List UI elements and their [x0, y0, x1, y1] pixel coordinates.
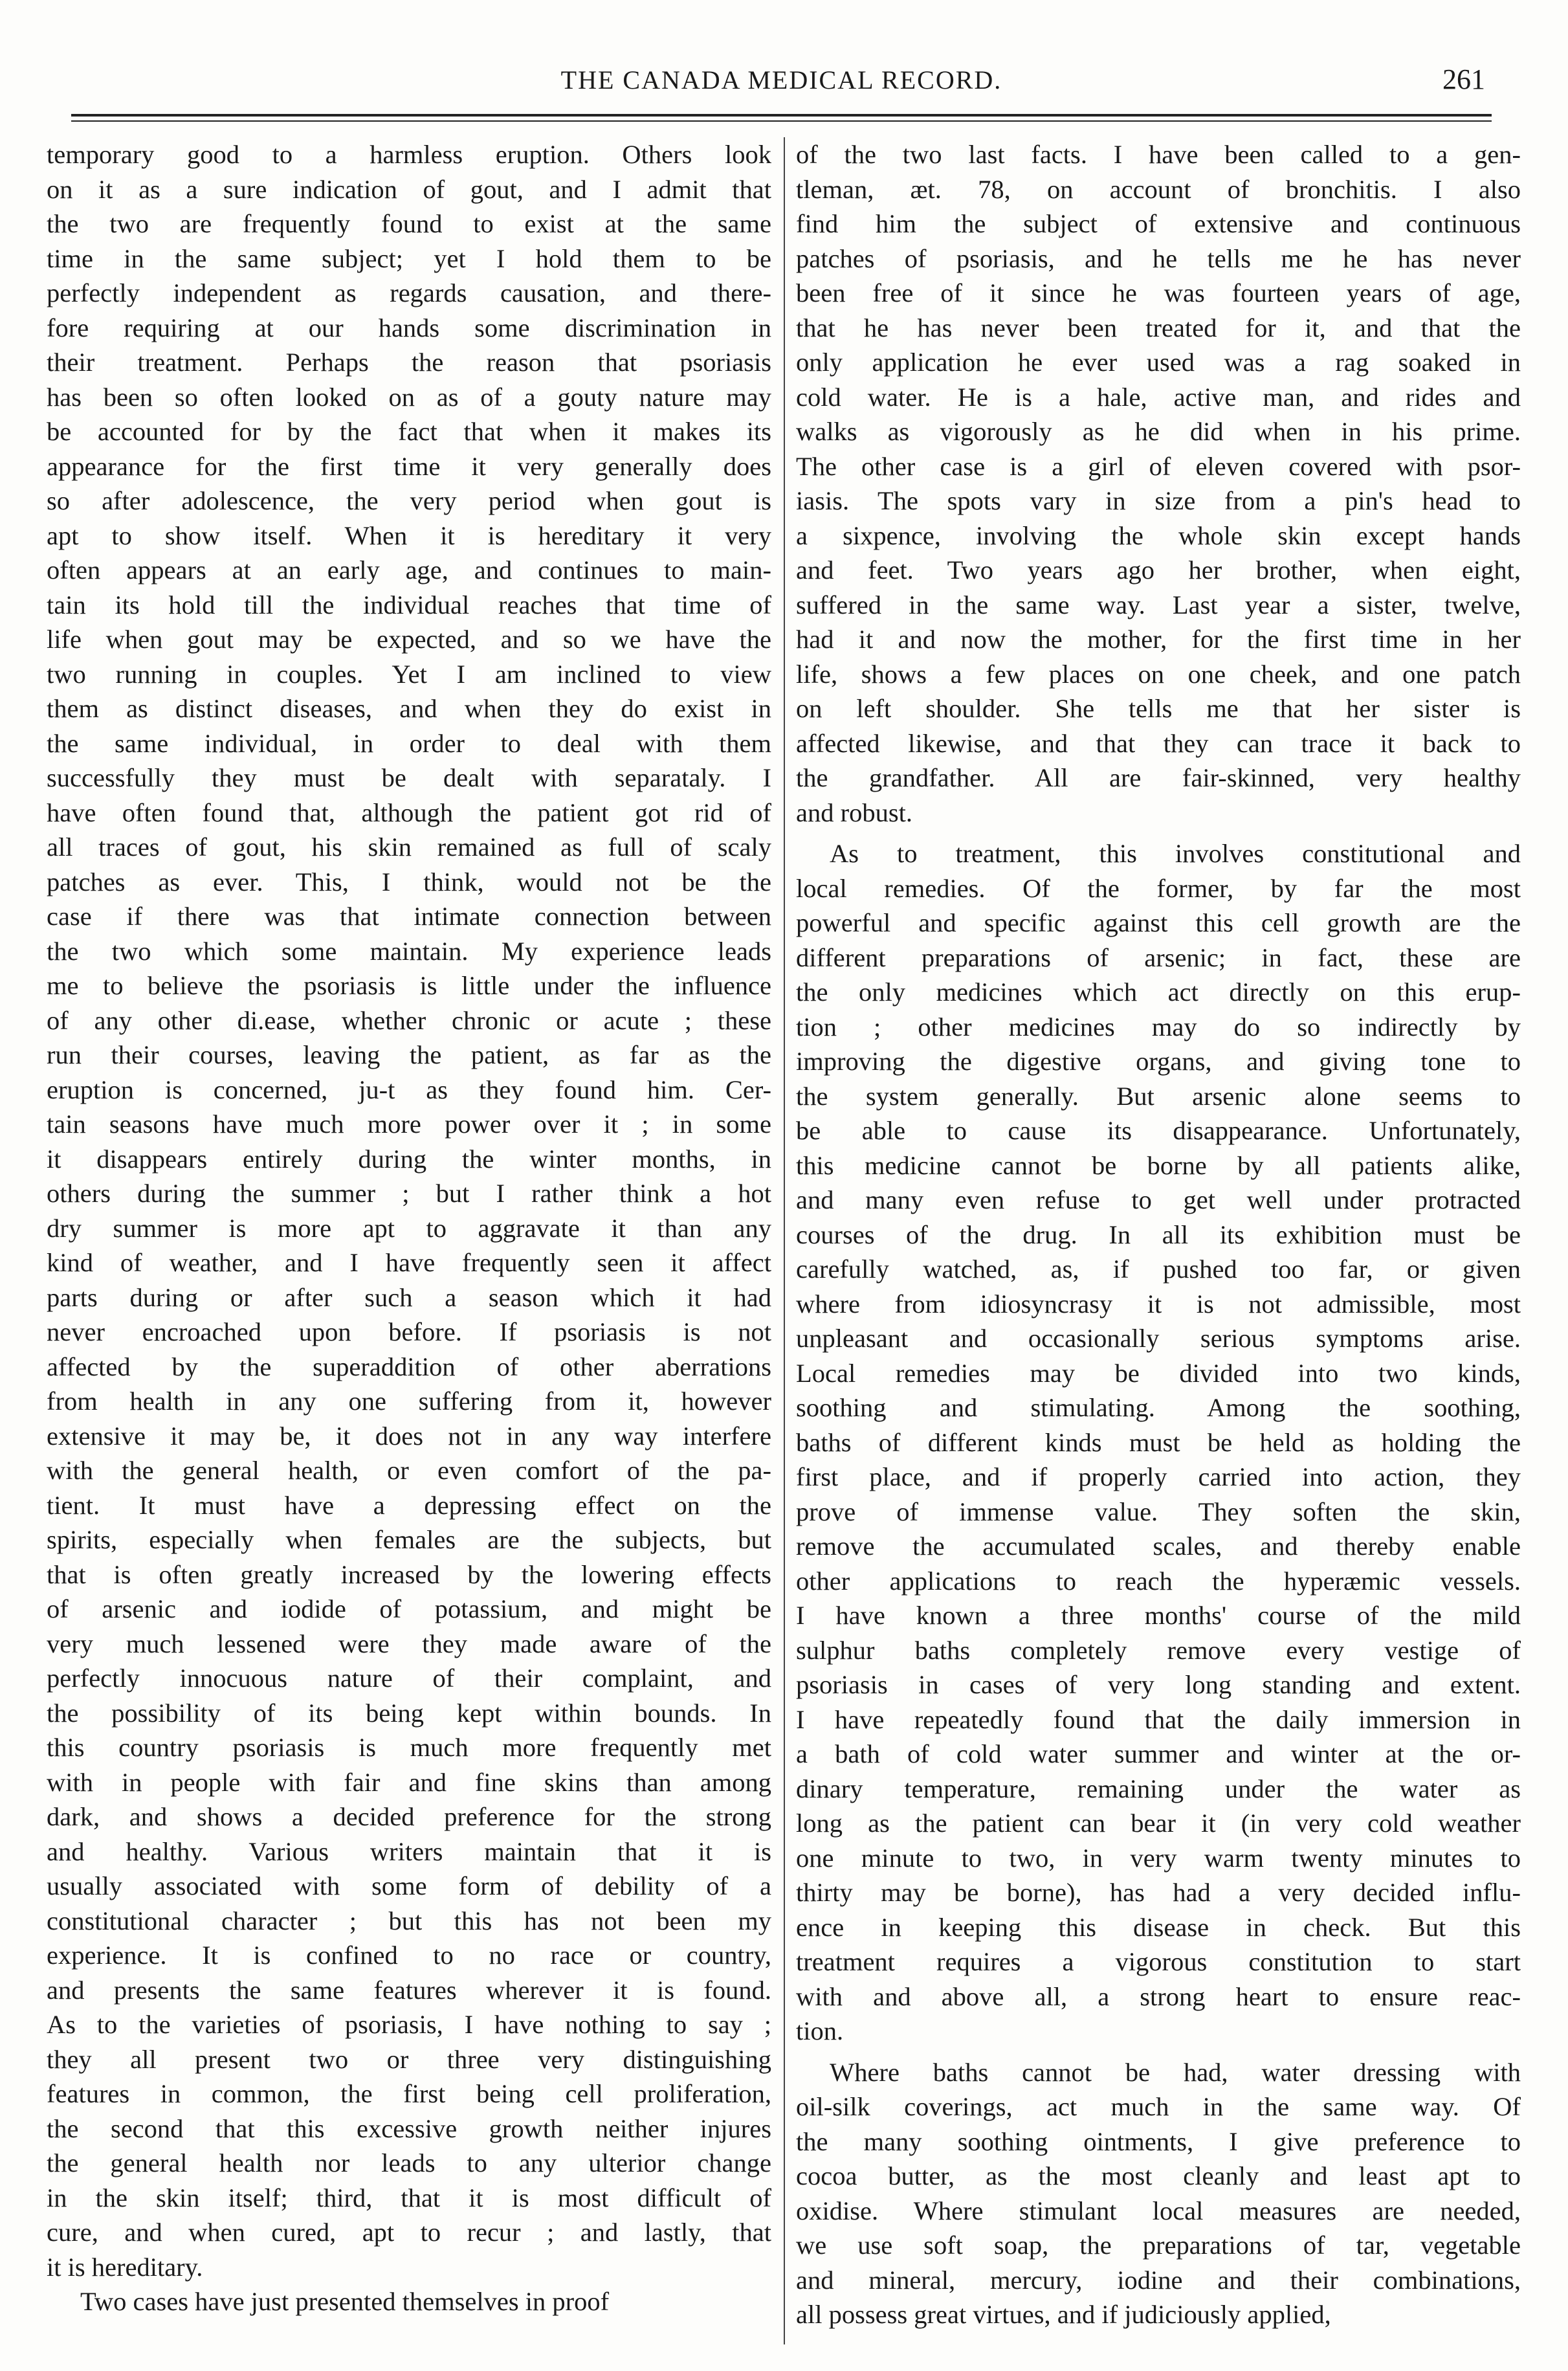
text-line: suffered in the same way. Last year a sister, twelve,	[796, 590, 1521, 619]
text-line: be able to cause its disappearance. Unfortunately,	[796, 1116, 1521, 1145]
text-line: treatment requires a vigorous constitution to start	[796, 1947, 1521, 1976]
text-line: all possess great virtues, and if judiciously applied,	[796, 2300, 1331, 2329]
text-line: spirits, especially when females are the subjects, but	[47, 1525, 771, 1554]
text-line: different preparations of arsenic; in fact, these are	[796, 942, 1521, 972]
text-line: Where baths cannot be had, water dressing with	[830, 2057, 1521, 2087]
running-header	[71, 60, 1492, 105]
text-line: constitutional character ; but this has not been my	[47, 1906, 771, 1935]
text-line: very much lessened were they made aware of the	[47, 1629, 771, 1658]
text-line: the second that this excessive growth neither injures	[47, 2113, 771, 2143]
text-line: tain its hold till the individual reaches that time of	[47, 590, 771, 619]
text-line: soothing and stimulating. Among the soothing,	[796, 1393, 1521, 1422]
text-line: Two cases have just presented themselves in proof	[80, 2287, 610, 2316]
text-line: walks as vigorously as he did when in his prime.	[796, 417, 1521, 446]
text-line: tient. It must have a depressing effect on the	[47, 1490, 771, 1520]
text-line: patches of psoriasis, and he tells me he has never	[796, 243, 1521, 273]
text-line: a sixpence, involving the whole skin except hands	[796, 520, 1521, 550]
text-line: of the two last facts. I have been called to a gen-	[796, 140, 1521, 169]
text-line: a bath of cold water summer and winter at the or-	[796, 1739, 1521, 1768]
text-line: had it and now the mother, for the first time in her	[796, 625, 1521, 654]
text-line: usually associated with some form of debility of a	[47, 1871, 771, 1900]
text-line: the only medicines which act directly on this erup-	[796, 977, 1521, 1007]
text-line: with and above all, a strong heart to ensure reac-	[796, 1981, 1521, 2011]
text-line: and presents the same features wherever it is found.	[47, 1975, 771, 2005]
text-line: fore requiring at our hands some discrimination in	[47, 313, 771, 342]
text-line: me to believe the psoriasis is little under the influence	[47, 971, 771, 1000]
text-line: temporary good to a harmless eruption. Others look	[47, 140, 771, 169]
text-line: the general health nor leads to any ulterior change	[47, 2148, 771, 2177]
text-line: tain seasons have much more power over it ; in some	[47, 1109, 771, 1139]
text-line: psoriasis in cases of very long standing and extent.	[796, 1670, 1521, 1699]
text-line: baths of different kinds must be held as holding the	[796, 1427, 1521, 1457]
text-line: and feet. Two years ago her brother, when eight,	[796, 555, 1521, 584]
column-divider	[784, 137, 785, 2344]
text-line: life, shows a few places on one cheek, and one patch	[796, 659, 1521, 689]
text-line: so after adolescence, the very period when gout is	[47, 486, 771, 515]
text-line: two running in couples. Yet I am inclined to view	[47, 659, 771, 689]
text-line: never encroached upon before. If psoriasis is not	[47, 1317, 771, 1346]
text-line: be accounted for by the fact that when it makes its	[47, 417, 771, 446]
text-line: As to treatment, this involves constitutional and	[830, 839, 1521, 868]
text-line: and many even refuse to get well under protracted	[796, 1185, 1521, 1214]
text-line: carefully watched, as, if pushed too far, or given	[796, 1254, 1521, 1284]
text-line: iasis. The spots vary in size from a pin's head to	[796, 486, 1521, 515]
journal-title: THE CANADA MEDICAL RECORD.	[560, 65, 1002, 95]
text-line: cold water. He is a hale, active man, and rides and	[796, 382, 1521, 412]
text-line: thirty may be borne), has had a very decided influ-	[796, 1878, 1521, 1907]
text-line: prove of immense value. They soften the skin,	[796, 1497, 1521, 1526]
text-line: find him the subject of extensive and continuous	[796, 209, 1521, 238]
text-line: oxidise. Where stimulant local measures are needed,	[796, 2196, 1521, 2225]
text-line: parts during or after such a season which it had	[47, 1282, 771, 1312]
text-line: the possibility of its being kept within bounds. In	[47, 1698, 771, 1728]
text-line: the same individual, in order to deal with them	[47, 728, 771, 758]
text-line: tion ; other medicines may do so indirectly by	[796, 1012, 1521, 1041]
text-line: improving the digestive organs, and giving tone to	[796, 1047, 1521, 1076]
text-line: I have known a three months' course of the mild	[796, 1601, 1521, 1630]
text-line: of any other di.ease, whether chronic or acute ; these	[47, 1005, 771, 1035]
text-line: appearance for the first time it very generally does	[47, 451, 771, 481]
text-line: we use soft soap, the preparations of tar, vegetable	[796, 2231, 1521, 2260]
text-line: eruption is concerned, ju-t as they found him. Cer-	[47, 1074, 771, 1104]
text-line: with the general health, or even comfort of the pa-	[47, 1456, 771, 1485]
text-line: them as distinct diseases, and when they do exist in	[47, 694, 771, 723]
text-line: often appears at an early age, and continues to main-	[47, 555, 771, 584]
paragraph-gap	[796, 830, 1521, 836]
text-line: with in people with fair and fine skins than among	[47, 1767, 771, 1797]
text-line: successfully they must be dealt with separataly. I	[47, 763, 771, 792]
paragraph-gap	[796, 2049, 1521, 2055]
text-line: and robust.	[796, 797, 912, 827]
text-line: the system generally. But arsenic alone seems to	[796, 1081, 1521, 1111]
text-line: experience. It is confined to no race or country,	[47, 1941, 771, 1970]
text-line: tleman, æt. 78, on account of bronchitis. I also	[796, 174, 1521, 204]
text-line: Local remedies may be divided into two kinds,	[796, 1358, 1521, 1388]
text-line: the grandfather. All are fair-skinned, very healthy	[796, 763, 1521, 792]
text-line: their treatment. Perhaps the reason that psoriasis	[47, 348, 771, 377]
text-line: that he has never been treated for it, and that the	[796, 313, 1521, 342]
text-line: been free of it since he was fourteen years of age,	[796, 278, 1521, 307]
text-line: remove the accumulated scales, and thereby enable	[796, 1531, 1521, 1561]
text-line: all traces of gout, his skin remained as full of scaly	[47, 832, 771, 862]
text-line: affected likewise, and that they can trace it back to	[796, 728, 1521, 758]
text-line: it disappears entirely during the winter months, in	[47, 1144, 771, 1174]
text-line: powerful and specific against this cell growth are the	[796, 908, 1521, 937]
text-line: the two are frequently found to exist at the same	[47, 209, 771, 238]
text-line: first place, and if properly carried into action, they	[796, 1462, 1521, 1491]
header-rule-thin	[71, 120, 1492, 122]
text-line: dark, and shows a decided preference for the strong	[47, 1802, 771, 1831]
page-number: 261	[1442, 63, 1485, 95]
text-line: oil-silk coverings, act much in the same way. Of	[796, 2092, 1521, 2121]
text-line: I have repeatedly found that the daily immersion in	[796, 1704, 1521, 1734]
text-line: extensive it may be, it does not in any way interfere	[47, 1421, 771, 1451]
text-line: life when gout may be expected, and so we have the	[47, 625, 771, 654]
text-line: others during the summer ; but I rather think a hot	[47, 1179, 771, 1208]
text-line: this country psoriasis is much more frequently met	[47, 1733, 771, 1762]
right-column	[796, 137, 1521, 2351]
text-line: this medicine cannot be borne by all patients alike,	[796, 1150, 1521, 1180]
text-line: on it as a sure indication of gout, and I admit that	[47, 174, 771, 204]
text-line: in the skin itself; third, that it is most difficult of	[47, 2183, 771, 2212]
text-line: local remedies. Of the former, by far the most	[796, 873, 1521, 903]
text-line: perfectly independent as regards causation, and there-	[47, 278, 771, 307]
text-line: tion.	[796, 2016, 844, 2045]
text-line: case if there was that intimate connection between	[47, 902, 771, 931]
text-line: perfectly innocuous nature of their complaint, and	[47, 1664, 771, 1693]
text-line: The other case is a girl of eleven covered with psor-	[796, 451, 1521, 481]
header-rule	[71, 114, 1492, 117]
text-line: apt to show itself. When it is hereditary it very	[47, 520, 771, 550]
text-line: where from idiosyncrasy it is not admissible, most	[796, 1289, 1521, 1319]
text-line: ence in keeping this disease in check. But this	[796, 1912, 1521, 1942]
text-line: features in common, the first being cell proliferation,	[47, 2079, 771, 2108]
text-line: it is hereditary.	[47, 2252, 203, 2282]
text-line: other applications to reach the hyperæmic vessels.	[796, 1566, 1521, 1596]
text-line: that is often greatly increased by the lowering effects	[47, 1559, 771, 1589]
text-line: one minute to two, in very warm twenty minutes to	[796, 1843, 1521, 1873]
text-line: run their courses, leaving the patient, as far as the	[47, 1040, 771, 1069]
text-line: As to the varieties of psoriasis, I have nothing to say ;	[47, 2010, 771, 2039]
text-line: the two which some maintain. My experience leads	[47, 936, 771, 966]
text-line: cure, and when cured, apt to recur ; and lastly, that	[47, 2218, 771, 2247]
text-line: unpleasant and occasionally serious symptoms arise.	[796, 1324, 1521, 1353]
left-column	[47, 137, 771, 2351]
text-line: affected by the superaddition of other aberrations	[47, 1352, 771, 1381]
text-line: and healthy. Various writers maintain that it is	[47, 1836, 771, 1866]
text-line: dinary temperature, remaining under the water as	[796, 1774, 1521, 1803]
text-line: has been so often looked on as of a gouty nature may	[47, 382, 771, 412]
text-line: long as the patient can bear it (in very cold weather	[796, 1809, 1521, 1838]
text-line: courses of the drug. In all its exhibition must be	[796, 1219, 1521, 1249]
text-line: sulphur baths completely remove every vestige of	[796, 1635, 1521, 1665]
text-line: have often found that, although the patient got rid of	[47, 797, 771, 827]
text-line: the many soothing ointments, I give preference to	[796, 2126, 1521, 2156]
text-line: they all present two or three very distinguishing	[47, 2044, 771, 2074]
text-line: from health in any one suffering from it, however	[47, 1386, 771, 1416]
text-line: only application he ever used was a rag soaked in	[796, 348, 1521, 377]
text-line: dry summer is more apt to aggravate it than any	[47, 1213, 771, 1243]
text-line: time in the same subject; yet I hold them to be	[47, 243, 771, 273]
text-line: on left shoulder. She tells me that her sister is	[796, 694, 1521, 723]
text-line: cocoa butter, as the most cleanly and least apt to	[796, 2161, 1521, 2190]
text-line: kind of weather, and I have frequently seen it affect	[47, 1248, 771, 1277]
text-line: of arsenic and iodide of potassium, and might be	[47, 1594, 771, 1623]
text-line: and mineral, mercury, iodine and their combinations,	[796, 2265, 1521, 2295]
text-line: patches as ever. This, I think, would not be the	[47, 867, 771, 896]
